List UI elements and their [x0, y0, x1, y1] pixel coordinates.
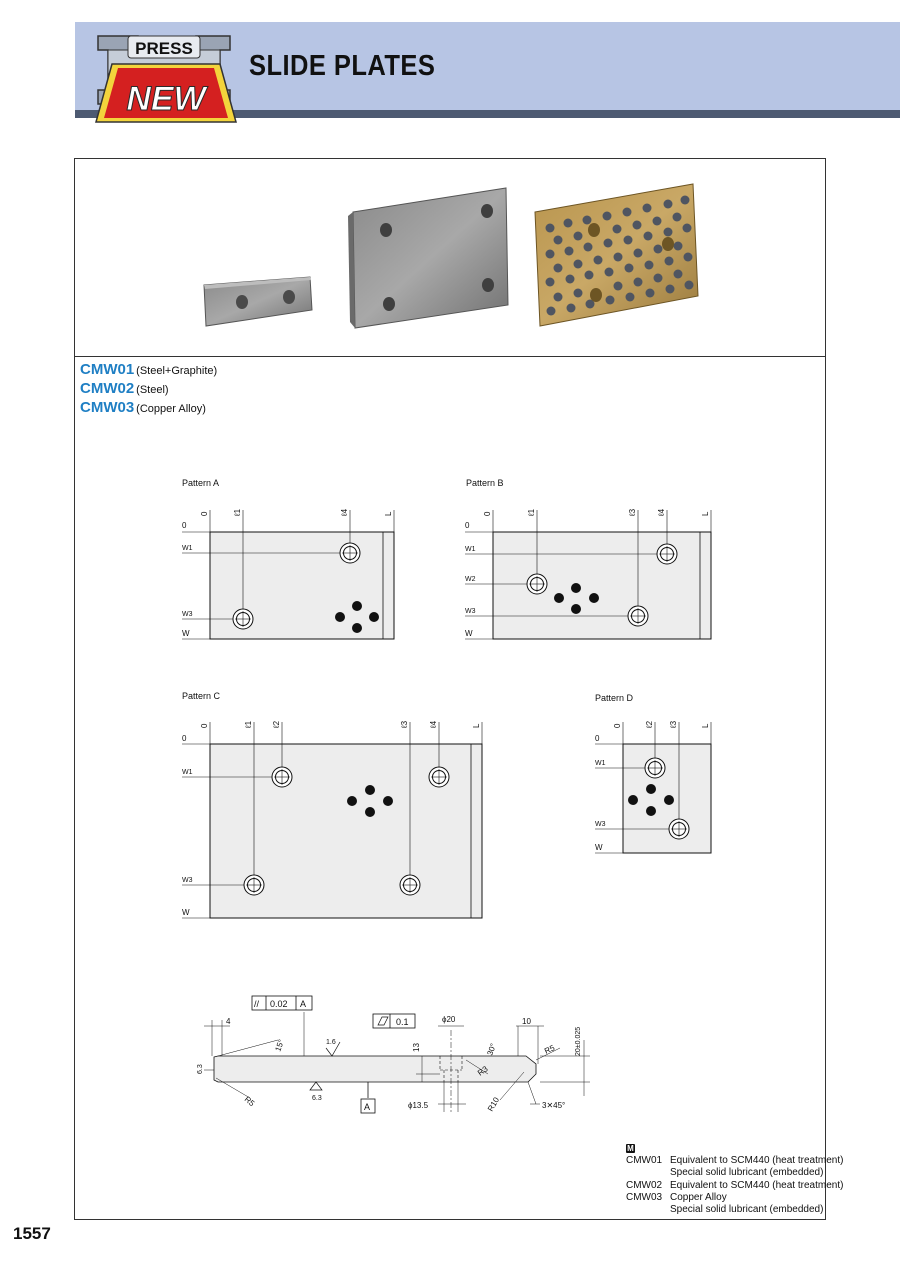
material-row [626, 1192, 843, 1204]
page-title: SLIDE PLATES [249, 50, 436, 82]
r5-right: R5 [543, 1043, 557, 1056]
parallelism-symbol: // [254, 999, 260, 1009]
pattern-b-col-l3: ℓ3 [628, 508, 637, 516]
pattern-c-row-w3: W3 [182, 877, 193, 884]
pattern-c-col-l4: ℓ4 [429, 720, 438, 728]
material-badge: M [627, 1144, 634, 1153]
pattern-c-col-l1: ℓ1 [244, 720, 253, 728]
dia-20: ϕ20 [442, 1015, 456, 1024]
roughness-1-6: 1.6 [326, 1039, 336, 1046]
material-desc: Equivalent to SCM440 (heat treatment) [670, 1155, 844, 1167]
pattern-b-row-w2: W2 [465, 576, 476, 583]
material-table [626, 1143, 843, 1216]
flatness-frame [373, 1014, 415, 1028]
pattern-c-col-0: 0 [200, 723, 209, 728]
pattern-a-col-0: 0 [200, 511, 209, 516]
chamfer: 3✕45° [542, 1101, 566, 1110]
product-material: (Copper Alloy) [136, 403, 206, 415]
dim-13: 13 [412, 1043, 421, 1052]
parallelism-datum: A [300, 999, 307, 1009]
dim-10: 10 [522, 1017, 531, 1026]
pattern-c-col-l3: ℓ3 [400, 720, 409, 728]
pattern-c-title: Pattern C [182, 691, 221, 701]
pattern-a-row-0: 0 [182, 521, 187, 530]
material-rows [626, 1155, 843, 1216]
page-number: 1557 [13, 1224, 51, 1243]
pattern-d-row-w3: W3 [595, 821, 606, 828]
parallelism-frame [252, 996, 312, 1010]
material-desc: Equivalent to SCM440 (heat treatment) [670, 1179, 844, 1191]
badge-new-text: NEW [126, 80, 206, 118]
pattern-c-col-l2: ℓ2 [272, 720, 281, 728]
product-material: (Steel+Graphite) [136, 365, 218, 377]
angle-15: 15° [273, 1038, 287, 1053]
material-row [626, 1155, 843, 1167]
pattern-a-row-w1: W1 [182, 545, 193, 552]
product-material: (Steel) [136, 384, 169, 396]
material-desc: Copper Alloy [670, 1191, 727, 1203]
dim-4: 4 [226, 1017, 231, 1026]
parallelism-value: 0.02 [270, 999, 288, 1009]
dim-6-3-left: 6.3 [197, 1064, 204, 1074]
material-code: CMW01 [626, 1155, 663, 1167]
pattern-b-row-w3: W3 [465, 608, 476, 615]
r3: R3 [475, 1064, 490, 1078]
badge-press-text: PRESS [135, 39, 193, 58]
pattern-c-row-w1: W1 [182, 769, 193, 776]
dia-13-5: ϕ13.5 [408, 1101, 429, 1110]
pattern-c-row-0: 0 [182, 734, 187, 743]
material-desc: Special solid lubricant (embedded) [670, 1204, 824, 1216]
pattern-b-drawing [465, 478, 711, 639]
pattern-b-col-l4: ℓ4 [657, 508, 666, 516]
angle-30: 30° [485, 1042, 499, 1057]
pattern-b-title: Pattern B [466, 478, 504, 488]
material-code: CMW02 [626, 1179, 663, 1191]
pattern-a-title: Pattern A [182, 478, 220, 488]
pattern-b-col-0: 0 [483, 511, 492, 516]
pattern-a-row-w3: W3 [182, 611, 193, 618]
material-row [626, 1204, 843, 1216]
r5-left: R5 [242, 1094, 257, 1109]
pattern-b-row-w: W [465, 629, 473, 638]
pattern-a-col-l1: ℓ1 [233, 508, 242, 516]
pattern-d-drawing [595, 693, 711, 853]
product-code: CMW01 [80, 361, 135, 378]
pattern-c-col-L: L [472, 723, 481, 728]
pattern-a-col-L: L [384, 511, 393, 516]
roughness-6-3: 6.3 [312, 1095, 322, 1102]
flatness-value: 0.1 [396, 1017, 409, 1027]
material-desc: Special solid lubricant (embedded) [670, 1167, 824, 1179]
material-code [626, 1167, 670, 1179]
pattern-d-col-l3: ℓ3 [669, 720, 678, 728]
r10: R10 [485, 1095, 502, 1113]
pattern-c-drawing [182, 691, 482, 918]
pattern-d-row-0: 0 [595, 734, 600, 743]
pattern-d-row-w1: W1 [595, 760, 606, 767]
pattern-b-row-0: 0 [465, 521, 470, 530]
datum-bottom-label: A [364, 1102, 371, 1112]
product-code: CMW03 [80, 399, 135, 416]
pattern-d-col-L: L [701, 723, 710, 728]
pattern-c-row-w: W [182, 908, 190, 917]
pattern-a-drawing [182, 478, 394, 639]
pattern-a-col-l4: ℓ4 [340, 508, 349, 516]
material-code: CMW03 [626, 1191, 663, 1203]
thickness-20: 20±0.025 [575, 1026, 582, 1056]
pattern-d-col-l2: ℓ2 [645, 720, 654, 728]
pattern-b-row-w1: W1 [465, 546, 476, 553]
pattern-a-row-w: W [182, 629, 190, 638]
pattern-d-col-0: 0 [613, 723, 622, 728]
pattern-b-col-l1: ℓ1 [527, 508, 536, 516]
datum-box [361, 1099, 375, 1113]
material-code [626, 1204, 670, 1216]
product-code: CMW02 [80, 380, 135, 397]
pattern-d-row-w: W [595, 843, 603, 852]
pattern-d-title: Pattern D [595, 693, 634, 703]
material-row [626, 1180, 843, 1192]
pattern-b-col-L: L [701, 511, 710, 516]
material-row [626, 1167, 843, 1179]
